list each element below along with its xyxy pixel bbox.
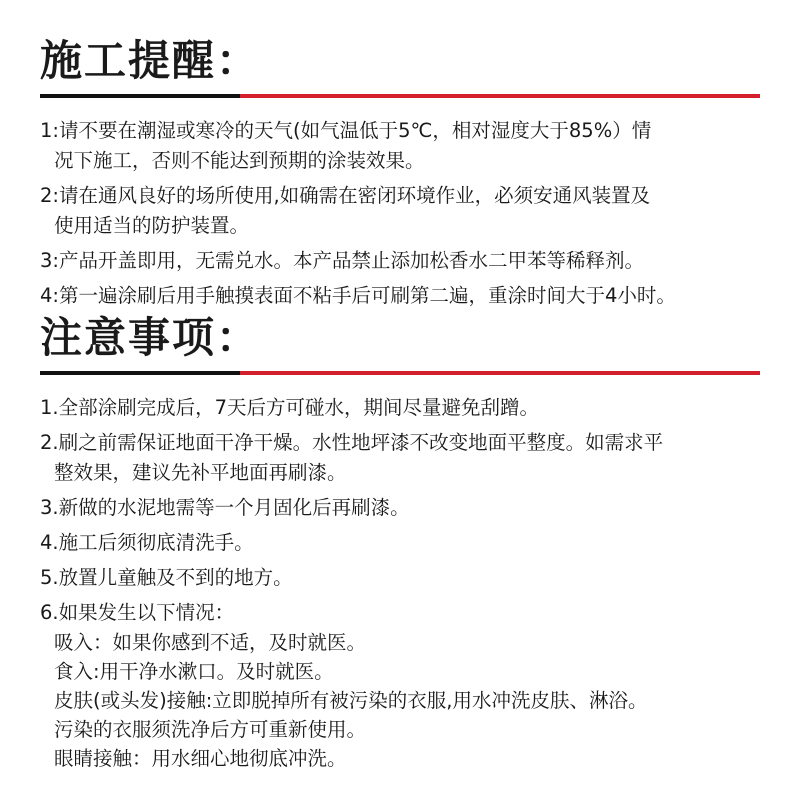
section-title-precautions: 注意事项： [40,313,261,362]
section-divider [40,94,760,98]
first-aid-eye-contact: 眼睛接触：用水细心地彻底冲洗。 [54,747,347,770]
item-text: 4.施工后须彻底清洗手。 [40,531,254,554]
item-text: 1.全部涂刷完成后，7天后方可碰水，期间尽量避免刮蹭。 [40,396,540,419]
construction-reminder-section [40,36,760,316]
list-item [40,181,760,241]
first-aid-skin-contact: 皮肤(或头发)接触:立即脱掉所有被污染的衣服,用水冲洗皮肤、淋浴。 [54,689,648,712]
item-text-continued: 整效果，建议先补平地面再刷漆。 [54,461,347,484]
item-text-continued: 况下施工，否则不能达到预期的涂装效果。 [54,149,425,172]
first-aid-ingestion: 食入:用干净水漱口。及时就医。 [54,660,334,683]
item-text: 2:请在通风良好的场所使用,如确需在密闭环境作业，必须安通风装置及 [40,184,651,207]
list-item [40,393,760,423]
item-text: 3:产品开盖即用，无需兑水。本产品禁止添加松香水二甲苯等稀释剂。 [40,249,644,272]
first-aid-clothing: 污染的衣服须洗净后方可重新使用。 [54,718,367,741]
item-text: 4:第一遍涂刷后用手触摸表面不粘手后可刷第二遍，重涂时间大于4小时。 [40,284,676,307]
item-text: 3.新做的水泥地需等一个月固化后再刷漆。 [40,496,410,519]
list-item [40,598,760,773]
precautions-list [40,393,760,773]
section-title-construction-reminder: 施工提醒： [40,36,261,85]
list-item [40,428,760,488]
list-item [40,116,760,176]
precautions-section [40,313,760,778]
reminder-list [40,116,760,311]
item-text: 2.刷之前需保证地面干净干燥。水性地坪漆不改变地面平整度。如需求平 [40,431,664,454]
list-item [40,281,760,311]
item-text-continued: 使用适当的防护装置。 [54,214,250,237]
list-item [40,528,760,558]
item-text: 5.放置儿童触及不到的地方。 [40,566,293,589]
first-aid-inhalation: 吸入：如果你感到不适，及时就医。 [54,631,367,654]
item-text: 6.如果发生以下情况： [40,601,235,624]
list-item [40,563,760,593]
section-divider [40,371,760,375]
item-text: 1:请不要在潮湿或寒冷的天气(如气温低于5℃，相对湿度大于85%）情 [40,119,652,142]
list-item [40,493,760,523]
list-item [40,246,760,276]
